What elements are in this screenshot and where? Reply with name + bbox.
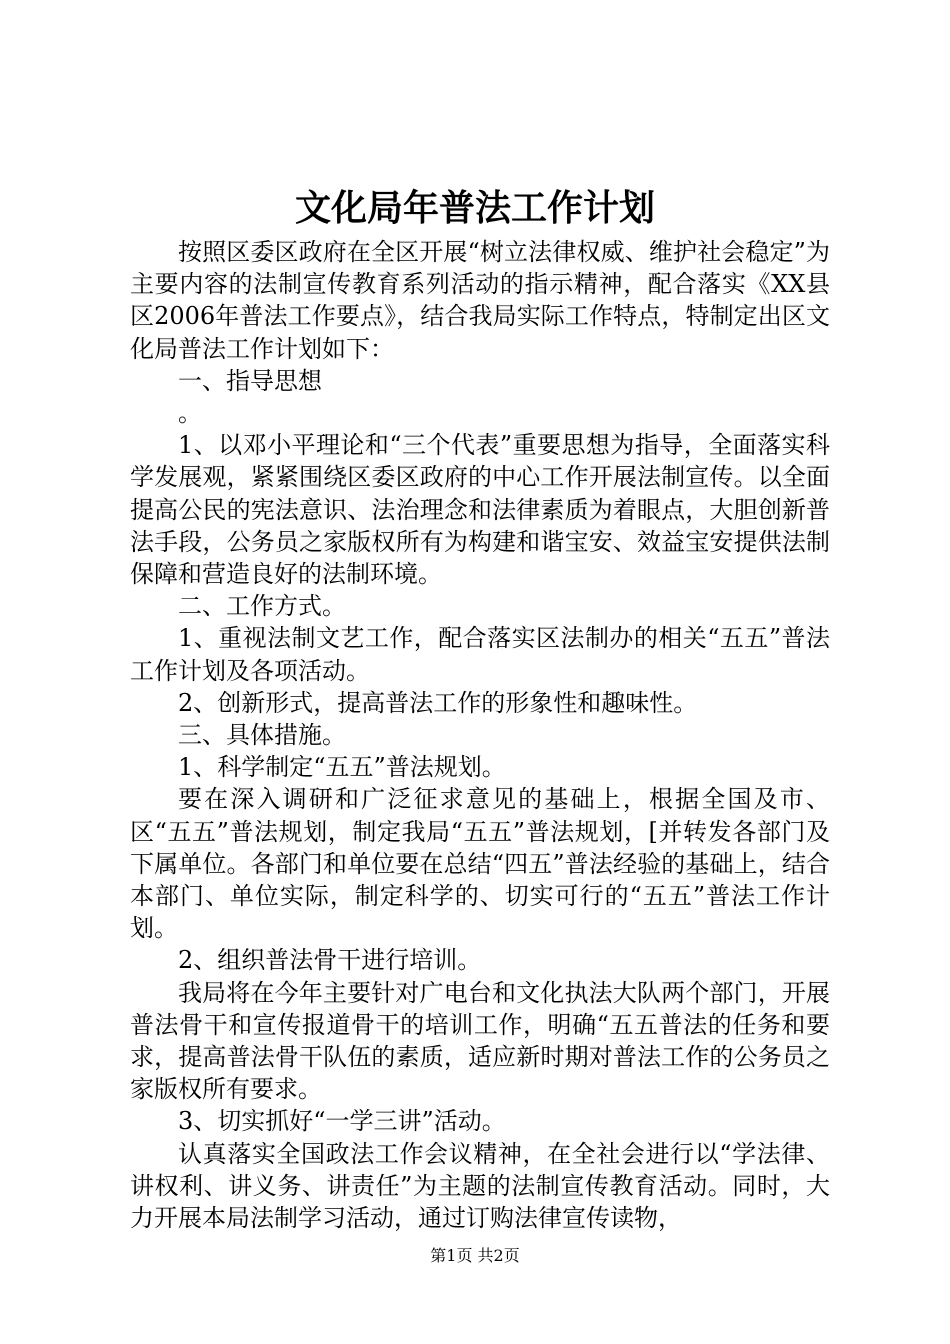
document-title: 文化局年普法工作计划 bbox=[294, 187, 655, 229]
paragraph-method-1: 1、重视法制文艺工作，配合落实区法制办的相关“五五”普法工作计划及各项活动。 bbox=[130, 624, 830, 685]
paragraph-method-2: 2、创新形式，提高普法工作的形象性和趣味性。 bbox=[178, 688, 698, 717]
heading-guiding-thought: 一、指导思想 bbox=[178, 366, 322, 395]
paragraph-guiding-1: 1、以邓小平理论和“三个代表”重要思想为指导，全面落实科学发展观，紧紧围绕区委区政府的中心工作开展法制宣传。以全面提高公民的宪法意识、法治理念和法律素质为着眼点，大胆创新普法手段，公务员之家版权所有为构建和谐宝安、效益宝安提供法制保障和营造良好的法制环境。 bbox=[130, 431, 830, 589]
heading-measure-3: 3、切实抓好“一学三讲”活动。 bbox=[178, 1107, 506, 1136]
heading-measure-2: 2、组织普法骨干进行培训。 bbox=[178, 946, 482, 975]
paragraph-measure-3: 认真落实全国政法工作会议精神，在全社会进行以“学法律、讲权利、讲义务、讲责任”为主题的法制宣传教育活动。同时，大力开展本局法制学习活动，通过订购法律宣传读物， bbox=[130, 1139, 830, 1233]
heading-measures: 三、具体措施。 bbox=[178, 721, 346, 750]
paragraph-measure-1: 要在深入调研和广泛征求意见的基础上，根据全国及市、区“五五”普法规划，制定我局“五五”普法规划，[并转发各部门及下属单位。各部门和单位要在总结“四五”普法经验的基础上，结合本部门、单位实际，制定科学的、切实可行的“五五”普法工作计划。 bbox=[130, 785, 830, 943]
document-body bbox=[130, 236, 830, 1234]
page-footer: 第1页 共2页 bbox=[430, 1246, 520, 1265]
paragraph-period: 。 bbox=[178, 399, 202, 428]
paragraph-intro: 按照区委区政府在全区开展“树立法律权威、维护社会稳定”为主要内容的法制宣传教育系列活动的指示精神，配合落实《XX县区2006年普法工作要点》，结合我局实际工作特点，特制定出区文化局普法工作计划如下： bbox=[130, 238, 830, 363]
heading-work-method: 二、工作方式。 bbox=[178, 592, 346, 621]
heading-measure-1: 1、科学制定“五五”普法规划。 bbox=[178, 753, 506, 782]
paragraph-measure-2: 我局将在今年主要针对广电台和文化执法大队两个部门，开展普法骨干和宣传报道骨干的培训工作，明确“五五普法的任务和要求，提高普法骨干队伍的素质，适应新时期对普法工作的公务员之家版权所有要求。 bbox=[130, 978, 830, 1104]
